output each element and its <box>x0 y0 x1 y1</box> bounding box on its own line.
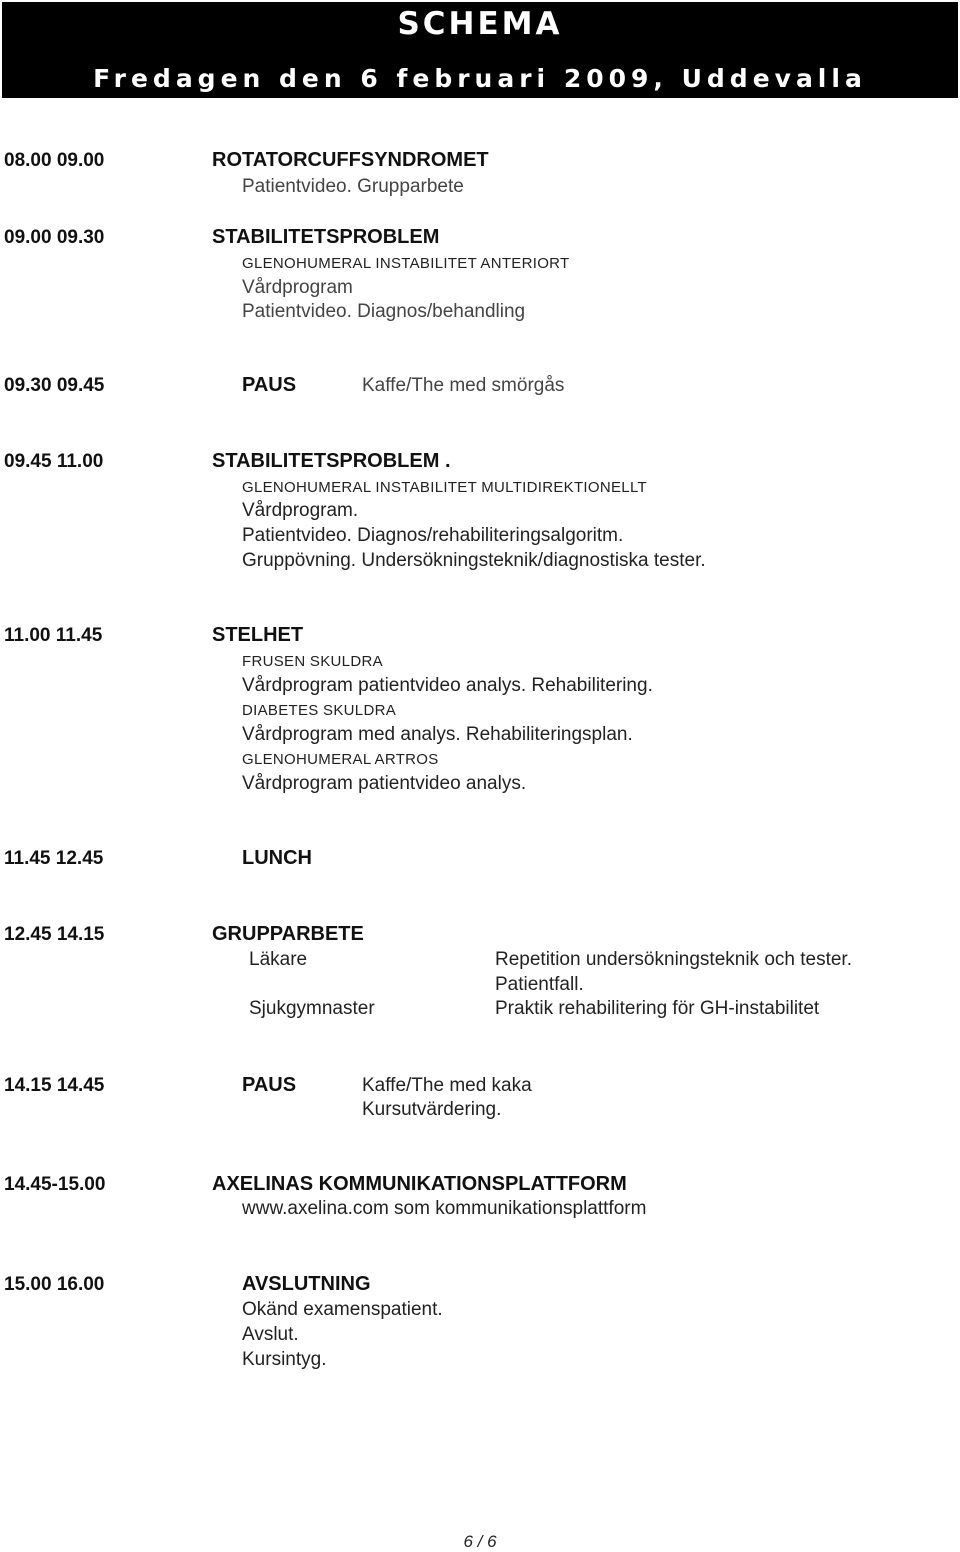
session-text: Kaffe/The med kaka <box>362 1075 532 1096</box>
group-role: Sjukgymnaster <box>249 998 375 1019</box>
session-time: 15.00 16.00 <box>4 1274 105 1295</box>
session-title: STABILITETSPROBLEM <box>212 226 440 248</box>
session-time: 09.00 09.30 <box>4 227 105 248</box>
session-title: PAUS <box>242 1074 297 1096</box>
session-text: www.axelina.com som kommunikationsplattform <box>242 1198 647 1219</box>
session-title: LUNCH <box>242 847 312 869</box>
session-title: AXELINAS KOMMUNIKATIONSPLATTFORM <box>212 1173 627 1195</box>
session-text: Vårdprogram patientvideo analys. <box>242 773 527 794</box>
session-text: Vårdprogram. <box>242 500 359 521</box>
session-title: GRUPPARBETE <box>212 923 364 945</box>
session-subheading: GLENOHUMERAL INSTABILITET MULTIDIREKTIONELLT <box>242 479 647 496</box>
session-subheading: GLENOHUMERAL INSTABILITET ANTERIORT <box>242 255 570 272</box>
session-time: 09.45 11.00 <box>4 451 104 472</box>
group-role: Läkare <box>249 949 308 970</box>
session-time: 11.00 11.45 <box>4 625 103 646</box>
session-text: Avslut. <box>242 1324 299 1345</box>
session-title: STABILITETSPROBLEM . <box>212 450 451 472</box>
session-title: STELHET <box>212 624 304 646</box>
session-text: Patientvideo. Diagnos/rehabiliteringsalgoritm. <box>242 525 624 546</box>
session-subheading: GLENOHUMERAL ARTROS <box>242 751 439 768</box>
session-title: ROTATORCUFFSYNDROMET <box>212 149 489 171</box>
session-time: 08.00 09.00 <box>4 150 105 171</box>
page-subtitle: Fredagen den 6 februari 2009, Uddevalla <box>93 64 867 93</box>
session-text: Kursintyg. <box>242 1349 327 1370</box>
page-title: SCHEMA <box>397 6 563 42</box>
session-text: Okänd examenspatient. <box>242 1299 443 1320</box>
page-number: 6 / 6 <box>463 1532 497 1551</box>
session-text: Vårdprogram <box>242 277 353 298</box>
session-subheading: FRUSEN SKULDRA <box>242 653 383 670</box>
session-text: Kaffe/The med smörgås <box>362 375 565 396</box>
session-text: Vårdprogram med analys. Rehabiliteringsplan. <box>242 724 633 745</box>
group-description: Patientfall. <box>495 974 584 995</box>
session-text: Patientvideo. Diagnos/behandling <box>242 301 526 322</box>
session-text: Patientvideo. Grupparbete <box>242 176 464 197</box>
session-text: Kursutvärdering. <box>362 1099 502 1120</box>
session-title: PAUS <box>242 374 297 396</box>
session-title: AVSLUTNING <box>242 1273 371 1295</box>
session-subheading: DIABETES SKULDRA <box>242 702 397 719</box>
session-text: Vårdprogram patientvideo analys. Rehabilitering. <box>242 675 653 696</box>
session-time: 14.45-15.00 <box>4 1174 106 1195</box>
header-banner <box>2 2 958 98</box>
session-time: 11.45 12.45 <box>4 848 104 869</box>
session-text: Gruppövning. Undersökningsteknik/diagnostiska tester. <box>242 550 706 571</box>
session-time: 12.45 14.15 <box>4 924 105 945</box>
group-description: Praktik rehabilitering för GH-instabilitet <box>495 998 820 1019</box>
session-time: 09.30 09.45 <box>4 375 105 396</box>
session-time: 14.15 14.45 <box>4 1075 105 1096</box>
group-description: Repetition undersökningsteknik och tester. <box>495 949 852 970</box>
